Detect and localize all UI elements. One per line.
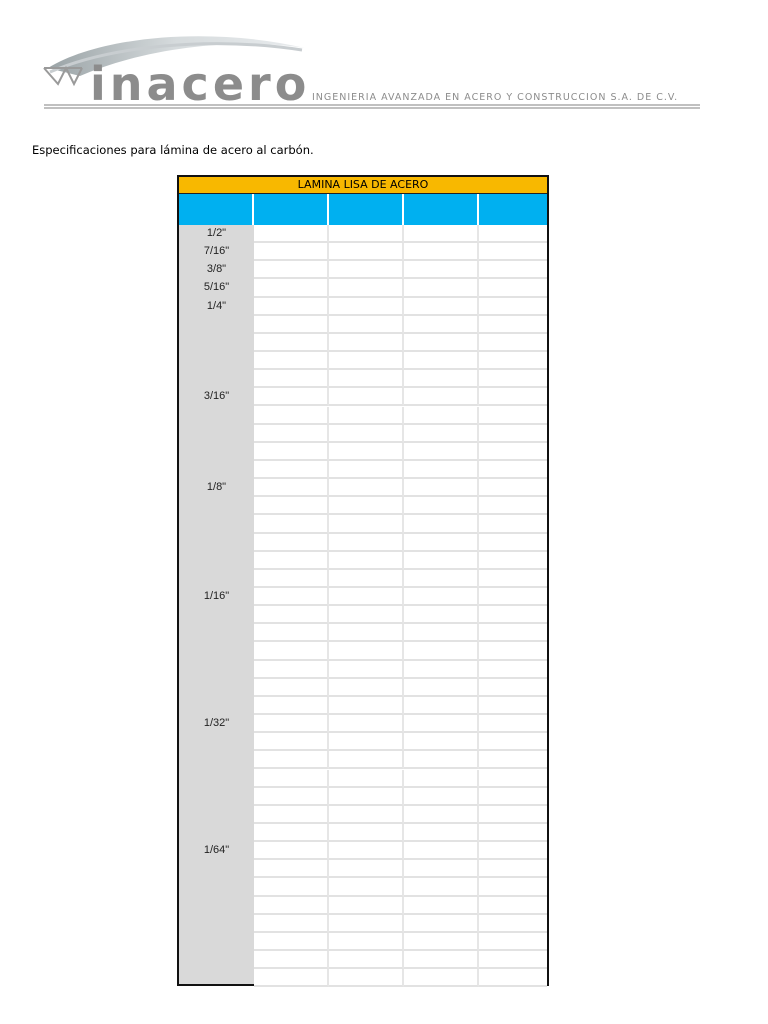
table-cell[interactable] <box>254 279 329 297</box>
table-row <box>254 334 547 352</box>
table-cell[interactable] <box>254 951 329 969</box>
table-row <box>254 915 547 933</box>
table-cell[interactable] <box>254 515 329 533</box>
table-cell[interactable] <box>329 370 404 388</box>
table-row <box>254 552 547 570</box>
table-cell[interactable] <box>254 824 329 842</box>
table-cell[interactable] <box>404 806 479 824</box>
table-cell[interactable] <box>329 552 404 570</box>
table-cell[interactable] <box>329 715 404 733</box>
table-row <box>254 534 547 552</box>
thickness-label: 1/64" <box>203 844 230 857</box>
table-cell[interactable] <box>404 770 479 788</box>
table-cell[interactable] <box>479 370 547 388</box>
table-cell[interactable] <box>329 751 404 769</box>
table-cell[interactable] <box>479 407 547 425</box>
table-cell[interactable] <box>404 534 479 552</box>
table-cell[interactable] <box>479 461 547 479</box>
table-cell[interactable] <box>329 243 404 261</box>
table-row <box>254 479 547 497</box>
table-cell[interactable] <box>479 860 547 878</box>
table-cell[interactable] <box>479 515 547 533</box>
thickness-label: 1/8" <box>206 481 227 494</box>
table-row <box>254 225 547 243</box>
table-cell[interactable] <box>404 388 479 406</box>
table-cell[interactable] <box>404 316 479 334</box>
table-cell[interactable] <box>254 243 329 261</box>
table-cell[interactable] <box>254 388 329 406</box>
table-cell[interactable] <box>479 606 547 624</box>
table-cell[interactable] <box>254 425 329 443</box>
table-cell[interactable] <box>329 316 404 334</box>
table-cell[interactable] <box>329 461 404 479</box>
table-cell[interactable] <box>404 298 479 316</box>
table-cell[interactable] <box>404 352 479 370</box>
table-row <box>254 751 547 769</box>
table-title: LAMINA LISA DE ACERO <box>179 177 547 194</box>
table-cell[interactable] <box>254 370 329 388</box>
table-row <box>254 298 547 316</box>
table-cell[interactable] <box>404 679 479 697</box>
table-cell[interactable] <box>479 697 547 715</box>
table-cell[interactable] <box>329 407 404 425</box>
table-cell[interactable] <box>329 497 404 515</box>
table-row <box>254 661 547 679</box>
table-cell[interactable] <box>404 479 479 497</box>
table-cell[interactable] <box>329 661 404 679</box>
table-cell[interactable] <box>254 642 329 660</box>
table-cell[interactable] <box>254 497 329 515</box>
table-cell[interactable] <box>254 570 329 588</box>
table-cell[interactable] <box>479 915 547 933</box>
table-cell[interactable] <box>254 479 329 497</box>
table-cell[interactable] <box>254 534 329 552</box>
table-row <box>254 606 547 624</box>
table-row <box>254 461 547 479</box>
table-row <box>254 243 547 261</box>
table-row <box>254 878 547 896</box>
table-cell[interactable] <box>479 425 547 443</box>
table-cell[interactable] <box>404 261 479 279</box>
table-cell[interactable] <box>254 624 329 642</box>
table-cell[interactable] <box>254 588 329 606</box>
table-row <box>254 824 547 842</box>
table-cell[interactable] <box>479 388 547 406</box>
table-row <box>254 352 547 370</box>
table-cell[interactable] <box>329 806 404 824</box>
column-header <box>254 194 329 225</box>
table-cell[interactable] <box>254 606 329 624</box>
table-cell[interactable] <box>329 697 404 715</box>
table-cell[interactable] <box>329 642 404 660</box>
table-row <box>254 407 547 425</box>
table-cell[interactable] <box>404 788 479 806</box>
thickness-label: 1/4" <box>206 299 227 312</box>
table-cell[interactable] <box>329 225 404 243</box>
steel-sheet-table <box>177 175 549 986</box>
table-cell[interactable] <box>329 624 404 642</box>
table-cell[interactable] <box>404 497 479 515</box>
table-row <box>254 933 547 951</box>
table-cell[interactable] <box>404 878 479 896</box>
table-cell[interactable] <box>479 661 547 679</box>
table-row <box>254 642 547 660</box>
table-cell[interactable] <box>404 860 479 878</box>
table-cell[interactable] <box>329 933 404 951</box>
table-cell[interactable] <box>479 824 547 842</box>
brand-wordmark: inacero <box>90 57 311 111</box>
table-row <box>254 679 547 697</box>
table-cell[interactable] <box>254 661 329 679</box>
table-cell[interactable] <box>404 915 479 933</box>
table-cell[interactable] <box>329 897 404 915</box>
table-row <box>254 497 547 515</box>
table-cell[interactable] <box>404 933 479 951</box>
thickness-label: 3/8" <box>206 263 227 276</box>
table-header-row <box>179 194 547 225</box>
table-row <box>254 733 547 751</box>
table-cell[interactable] <box>404 661 479 679</box>
table-cell[interactable] <box>404 334 479 352</box>
table-cell[interactable] <box>329 733 404 751</box>
column-header <box>404 194 479 225</box>
table-cell[interactable] <box>479 806 547 824</box>
table-cell[interactable] <box>479 534 547 552</box>
table-cell[interactable] <box>404 570 479 588</box>
table-cell[interactable] <box>329 878 404 896</box>
table-body <box>254 225 547 984</box>
table-cell[interactable] <box>254 261 329 279</box>
table-cell[interactable] <box>254 770 329 788</box>
table-cell[interactable] <box>404 243 479 261</box>
table-cell[interactable] <box>479 897 547 915</box>
table-cell[interactable] <box>404 279 479 297</box>
table-cell[interactable] <box>404 642 479 660</box>
intro-text: Especificaciones para lámina de acero al carbón. <box>32 143 314 157</box>
table-cell[interactable] <box>479 951 547 969</box>
table-cell[interactable] <box>329 534 404 552</box>
table-cell[interactable] <box>329 915 404 933</box>
table-row <box>254 316 547 334</box>
table-cell[interactable] <box>479 352 547 370</box>
table-cell[interactable] <box>329 969 404 987</box>
table-cell[interactable] <box>254 878 329 896</box>
table-cell[interactable] <box>404 733 479 751</box>
thickness-label: 3/16" <box>203 390 230 403</box>
table-cell[interactable] <box>254 915 329 933</box>
table-cell[interactable] <box>254 407 329 425</box>
table-cell[interactable] <box>254 316 329 334</box>
table-cell[interactable] <box>329 679 404 697</box>
table-cell[interactable] <box>479 497 547 515</box>
table-cell[interactable] <box>404 969 479 987</box>
thickness-label: 7/16" <box>203 245 230 258</box>
table-cell[interactable] <box>404 697 479 715</box>
table-cell[interactable] <box>329 443 404 461</box>
table-cell[interactable] <box>479 225 547 243</box>
table-cell[interactable] <box>254 334 329 352</box>
table-cell[interactable] <box>329 352 404 370</box>
column-header <box>329 194 404 225</box>
table-cell[interactable] <box>329 770 404 788</box>
table-cell[interactable] <box>479 443 547 461</box>
table-cell[interactable] <box>479 878 547 896</box>
table-cell[interactable] <box>404 443 479 461</box>
table-cell[interactable] <box>329 860 404 878</box>
table-cell[interactable] <box>329 570 404 588</box>
table-cell[interactable] <box>404 588 479 606</box>
table-cell[interactable] <box>254 860 329 878</box>
table-row <box>254 279 547 297</box>
table-cell[interactable] <box>479 624 547 642</box>
table-cell[interactable] <box>479 733 547 751</box>
company-tagline: INGENIERIA AVANZADA EN ACERO Y CONSTRUCCION S.A. DE C.V. <box>312 92 679 103</box>
table-cell[interactable] <box>254 298 329 316</box>
table-cell[interactable] <box>254 788 329 806</box>
table-cell[interactable] <box>329 588 404 606</box>
table-cell[interactable] <box>404 951 479 969</box>
table-cell[interactable] <box>404 407 479 425</box>
table-cell[interactable] <box>329 279 404 297</box>
table-cell[interactable] <box>404 824 479 842</box>
table-cell[interactable] <box>329 261 404 279</box>
table-cell[interactable] <box>329 425 404 443</box>
table-cell[interactable] <box>479 770 547 788</box>
table-cell[interactable] <box>254 697 329 715</box>
table-cell[interactable] <box>404 606 479 624</box>
table-cell[interactable] <box>254 751 329 769</box>
table-cell[interactable] <box>479 842 547 860</box>
table-cell[interactable] <box>329 824 404 842</box>
table-cell[interactable] <box>329 606 404 624</box>
thickness-label: 1/2" <box>206 227 227 239</box>
table-cell[interactable] <box>254 933 329 951</box>
table-cell[interactable] <box>404 715 479 733</box>
table-cell[interactable] <box>479 715 547 733</box>
table-row <box>254 515 547 533</box>
table-cell[interactable] <box>254 225 329 243</box>
table-cell[interactable] <box>479 588 547 606</box>
thickness-column <box>179 225 254 984</box>
table-cell[interactable] <box>404 515 479 533</box>
table-cell[interactable] <box>479 279 547 297</box>
table-row <box>254 624 547 642</box>
table-row <box>254 860 547 878</box>
table-cell[interactable] <box>254 969 329 987</box>
inacero-logo <box>40 28 700 112</box>
table-cell[interactable] <box>254 806 329 824</box>
table-cell[interactable] <box>254 842 329 860</box>
table-cell[interactable] <box>479 570 547 588</box>
table-cell[interactable] <box>254 552 329 570</box>
table-cell[interactable] <box>254 715 329 733</box>
table-cell[interactable] <box>404 751 479 769</box>
table-cell[interactable] <box>479 243 547 261</box>
table-cell[interactable] <box>404 842 479 860</box>
table-cell[interactable] <box>254 897 329 915</box>
table-cell[interactable] <box>404 370 479 388</box>
table-cell[interactable] <box>329 842 404 860</box>
table-row <box>254 806 547 824</box>
table-cell[interactable] <box>254 679 329 697</box>
table-cell[interactable] <box>404 461 479 479</box>
table-cell[interactable] <box>479 298 547 316</box>
table-cell[interactable] <box>479 552 547 570</box>
table-row <box>254 370 547 388</box>
thickness-label: 1/16" <box>203 590 230 602</box>
table-cell[interactable] <box>479 261 547 279</box>
table-cell[interactable] <box>479 751 547 769</box>
table-cell[interactable] <box>479 316 547 334</box>
table-cell[interactable] <box>329 951 404 969</box>
table-cell[interactable] <box>329 479 404 497</box>
table-cell[interactable] <box>404 897 479 915</box>
table-cell[interactable] <box>329 334 404 352</box>
table-cell[interactable] <box>479 642 547 660</box>
table-row <box>254 842 547 860</box>
thickness-label: 5/16" <box>203 281 230 294</box>
table-row <box>254 897 547 915</box>
table-cell[interactable] <box>479 334 547 352</box>
table-row <box>254 770 547 788</box>
table-cell[interactable] <box>479 969 547 987</box>
table-row <box>254 969 547 987</box>
table-cell[interactable] <box>329 388 404 406</box>
table-row <box>254 570 547 588</box>
table-row <box>254 425 547 443</box>
table-cell[interactable] <box>254 733 329 751</box>
table-cell[interactable] <box>329 298 404 316</box>
table-cell[interactable] <box>479 679 547 697</box>
table-cell[interactable] <box>254 443 329 461</box>
table-cell[interactable] <box>329 515 404 533</box>
table-cell[interactable] <box>404 425 479 443</box>
table-cell[interactable] <box>479 479 547 497</box>
table-cell[interactable] <box>329 788 404 806</box>
table-cell[interactable] <box>404 624 479 642</box>
table-row <box>254 951 547 969</box>
thickness-label: 1/32" <box>203 717 230 730</box>
column-header <box>179 194 254 225</box>
table-cell[interactable] <box>404 225 479 243</box>
table-row <box>254 443 547 461</box>
table-cell[interactable] <box>404 552 479 570</box>
column-header <box>479 194 547 225</box>
table-row <box>254 697 547 715</box>
table-row <box>254 715 547 733</box>
table-row <box>254 588 547 606</box>
table-row <box>254 261 547 279</box>
table-row <box>254 788 547 806</box>
table-cell[interactable] <box>479 788 547 806</box>
table-cell[interactable] <box>479 933 547 951</box>
table-cell[interactable] <box>254 352 329 370</box>
table-row <box>254 388 547 406</box>
table-cell[interactable] <box>254 461 329 479</box>
